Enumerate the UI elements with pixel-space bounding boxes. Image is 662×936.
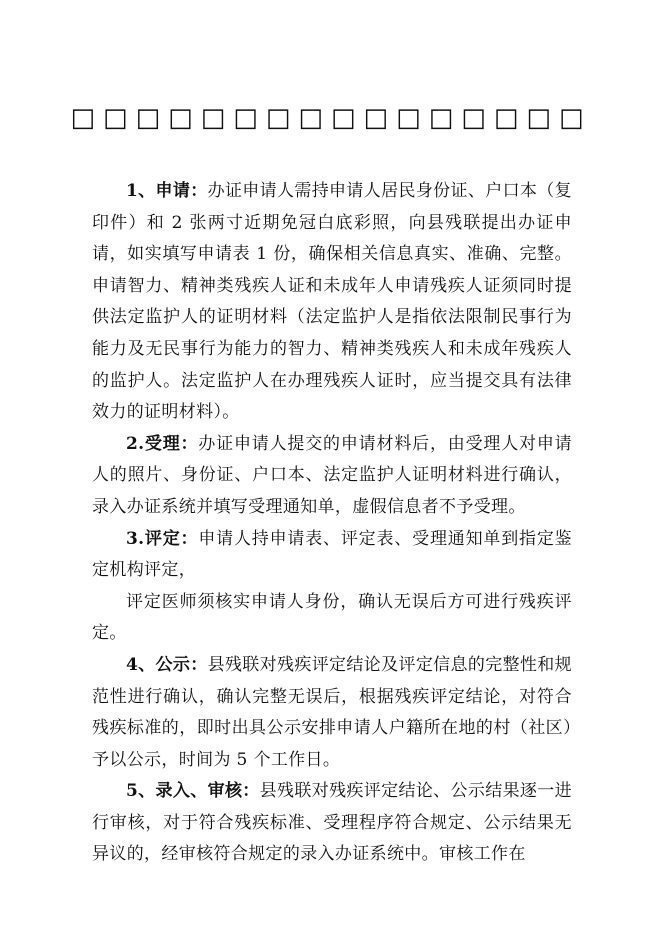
paragraph-accept [92,429,572,524]
paragraph-heading: 1、申请： [126,181,208,201]
paragraph-text: 办证申请人提交的申请材料后，由受理人对申请人的照片、身份证、户口本、法定监护人证明材料进行确认，录入办证系统并填写受理通知单，虚假信息者不予受理。 [92,433,572,517]
paragraph-entry-review [92,776,572,871]
paragraph-text: 县残联对残疾评定结论、公示结果逐一进行审核，对于符合残疾标准、受理程序符合规定、公示结果无异议的，经审核符合规定的录入办证系统中。审核工作在 [92,781,572,865]
paragraph-apply [92,176,572,429]
paragraph-text: 评定医师须核实申请人身份，确认无误后方可进行残疾评定。 [92,591,572,644]
paragraph-heading: 5、录入、审核： [126,781,260,802]
paragraph-heading: 2.受理： [126,433,199,454]
paragraph-heading: 3.评定： [126,528,199,549]
paragraph-assess-continued [92,587,572,650]
document-body [92,176,572,871]
paragraph-text: 县残联对残疾评定结论及评定信息的完整性和规范性进行确认，确认完整无误后，根据残疾评定结论，对符合残疾标准的，即时出具公示安排申请人户籍所在地的村（社区）予以公示，时间为 5 个工作日。 [92,654,572,770]
paragraph-text: 申请人持申请表、评定表、受理通知单到指定鉴定机构评定， [92,528,572,581]
paragraph-heading: 4、公示： [126,654,208,675]
paragraph-text: 办证申请人需持申请人居民身份证、户口本（复印件）和 2 张两寸近期免冠白底彩照，向县残联提出办证申请，如实填写申请表 1 份，确保相关信息真实、准确、完整。申请智力、精神类残疾人证和未成年人申请残疾人证须同时提供法定监护人的证明材料（法定监护人是指依法限制民事行为能力及无民事行为能力的智力、精神类残疾人和未成年残疾人的监护人。法定监护人在办理残疾人证时，应当提交具有法律效力的证明材料）。 [92,181,572,423]
paragraph-publicity [92,650,572,776]
document-title: □□□□□□□□□□□□□□□□ [70,103,592,133]
paragraph-assess [92,524,572,587]
